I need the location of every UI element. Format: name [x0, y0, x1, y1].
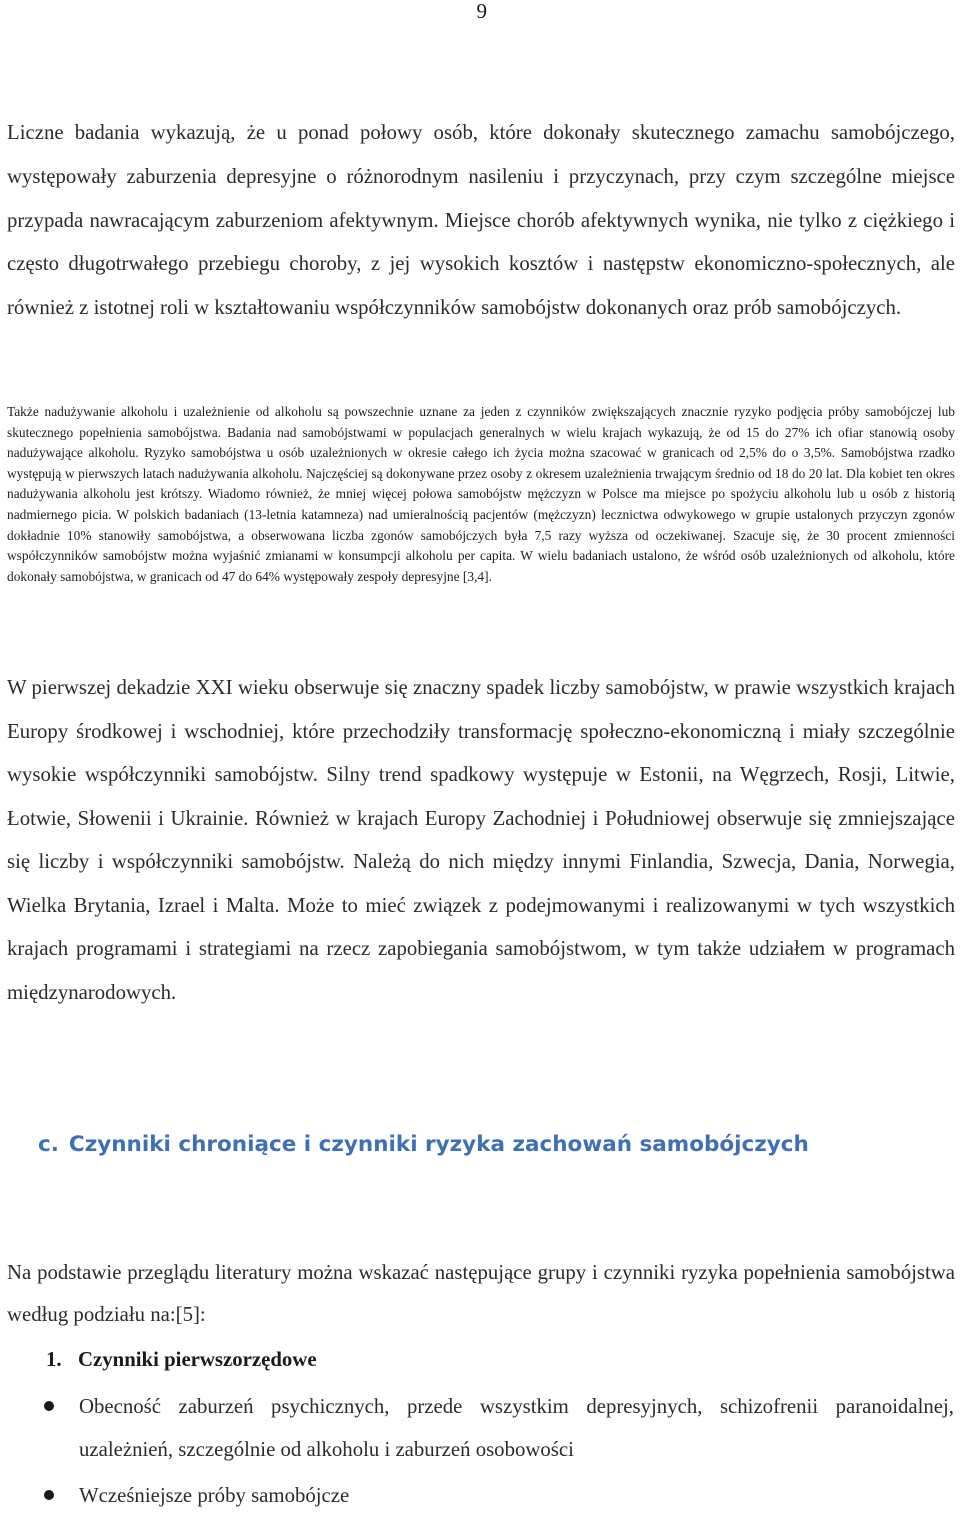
- list-item: [0, 1475, 960, 1518]
- numbered-item-number: 1.: [46, 1348, 62, 1371]
- bullet-icon: [44, 1490, 54, 1500]
- paragraph-affective-disorders: Liczne badania wykazują, że u ponad połowy osób, które dokonały skutecznego zamachu samobójczego, występowały zaburzenia depresyjne o różnorodnym nasileniu i przyczynach, przy czym szczególne miejsce przypada nawracającym zaburzeniom afektywnym. Miejsce chorób afektywnych wynika, nie tylko z ciężkiego i często długotrwałego przebiegu choroby, z jej wysokich kosztów i następstw ekonomiczno-społecznych, ale również z istotnej roli w kształtowaniu współczynników samobójstw dokonanych oraz prób samobójczych.: [7, 121, 955, 320]
- list-item-text: Obecność zaburzeń psychicznych, przede wszystkim depresyjnych, schizofrenii paranoidalnej, uzależnień, szczególnie od alkoholu i zaburzeń osobowości: [79, 1395, 954, 1461]
- bullet-icon: [44, 1401, 54, 1411]
- section-heading: [38, 1132, 809, 1157]
- page-number: 9: [476, 0, 487, 23]
- risk-factor-list: [0, 1386, 960, 1518]
- numbered-item-primary-factors: [46, 1345, 317, 1375]
- list-item-text: Wcześniejsze próby samobójcze: [79, 1484, 350, 1507]
- paragraph-risk-groups-intro: Na podstawie przeglądu literatury można wskazać następujące grupy i czynniki ryzyka popełnienia samobójstwa według podziału na:[5]:: [7, 1261, 955, 1326]
- numbered-item-text: Czynniki pierwszorzędowe: [78, 1348, 317, 1371]
- paragraph-xxi-century-trends: W pierwszej dekadzie XXI wieku obserwuje się znaczny spadek liczby samobójstw, w prawie wszystkich krajach Europy środkowej i wschodniej, które przechodziły transformację społeczno-ekonomiczną i miały szczególnie wysokie współczynniki samobójstw. Silny trend spadkowy występuje w Estonii, na Węgrzech, Rosji, Litwie, Łotwie, Słowenii i Ukrainie. Również w krajach Europy Zachodniej i Południowej obserwuje się zmniejszające się liczby i współczynniki samobójstw. Należą do nich między innymi Finlandia, Szwecja, Dania, Norwegia, Wielka Brytania, Izrael i Malta. Może to mieć związek z podejmowanymi i realizowanymi w tych wszystkich krajach programami i strategiami na rzecz zapobiegania samobójstwom, w tym także udziałem w programach międzynarodowych.: [7, 676, 955, 1004]
- section-title: Czynniki chroniące i czynniki ryzyka zachowań samobójczych: [68, 1132, 809, 1157]
- list-item: [0, 1386, 960, 1471]
- section-letter: c.: [38, 1132, 59, 1157]
- paragraph-alcohol: Także nadużywanie alkoholu i uzależnienie od alkoholu są powszechnie uznane za jeden z czynników zwiększających znacznie ryzyko podjęcia próby samobójczej lub skutecznego popełnienia samobójstwa. Badania nad samobójstwami w populacjach generalnych w wielu krajach wykazują, że od 15 do 27% ich ofiar stanowią osoby nadużywające alkoholu. Ryzyko samobójstwa u osób uzależnionych w okresie całego ich życia można szacować w granicach od 2,5% do o 3,5%. Samobójstwa rzadko występują w pierwszych latach nadużywania alkoholu. Najczęściej są dokonywane przez osoby z okresem uzależnienia trwającym średnio od 18 do 20 lat. Dla kobiet ten okres nadużywania alkoholu jest krótszy. Wiadomo również, że mniej więcej połowa samobójstw mężczyzn w Polsce ma miejsce po spożyciu alkoholu lub u osób z historią nadmiernego picia. W polskich badaniach (13-letnia katamneza) nad umieralnością pacjentów (mężczyzn) lecznictwa odwykowego w grupie ustalonych przyczyn zgonów dokładnie 10% stanowiły samobójstwa, a obserwowana liczba zgonów samobójczych była 7,5 razy wyższa od oczekiwanej. Szacuje się, że 30 procent zmienności współczynników samobójstw można wyjaśnić zmianami w konsumpcji alkoholu per capita. W wielu badaniach ustalono, że wśród osób uzależnionych od alkoholu, które dokonały samobójstwa, w granicach od 47 do 64% występowały zespoły depresyjne [3,4].: [7, 404, 955, 584]
